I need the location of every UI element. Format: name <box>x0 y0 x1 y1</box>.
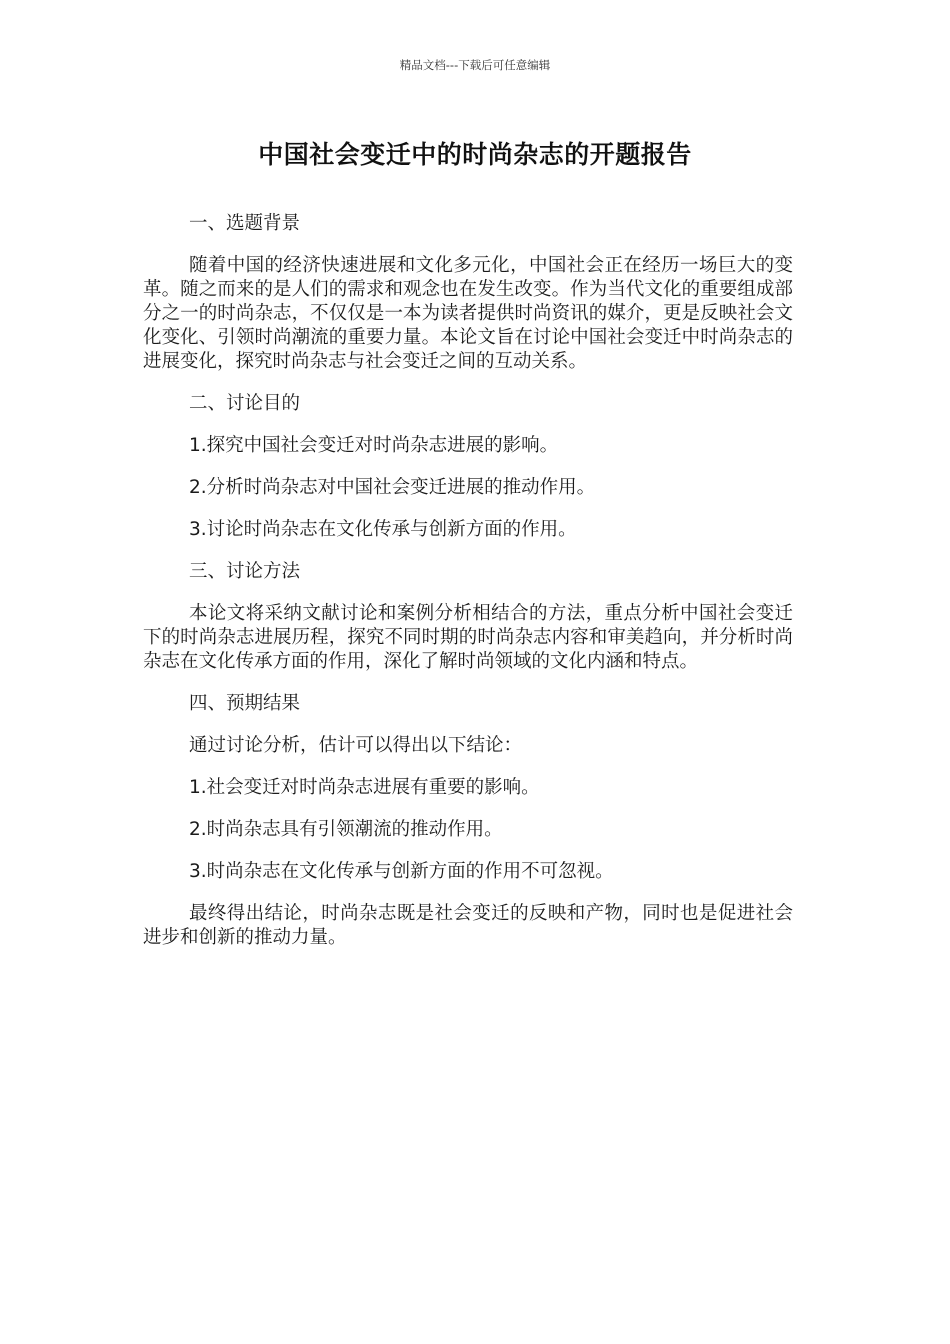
section-heading-background: 一、选题背景 <box>189 213 301 234</box>
result-item-1: 1.社会变迁对时尚杂志进展有重要的影响。 <box>189 777 540 798</box>
method-paragraph: 本论文将采纳文献讨论和案例分析相结合的方法，重点分析中国社会变迁下的时尚杂志进展历程，探究不同时期的时尚杂志内容和审美趋向，并分析时尚杂志在文化传承方面的作用，深化了解时尚领域的文化内涵和特点。 <box>143 603 793 672</box>
section-heading-purpose: 二、讨论目的 <box>189 393 301 414</box>
section-heading-results: 四、预期结果 <box>189 693 301 714</box>
page-header: 精品文档---下载后可任意编辑 <box>399 58 551 72</box>
background-paragraph: 随着中国的经济快速进展和文化多元化，中国社会正在经历一场巨大的变革。随之而来的是人们的需求和观念也在发生改变。作为当代文化的重要组成部分之一的时尚杂志，不仅仅是一本为读者提供时尚资讯的媒介，更是反映社会文化变化、引领时尚潮流的重要力量。本论文旨在讨论中国社会变迁中时尚杂志的进展变化，探究时尚杂志与社会变迁之间的互动关系。 <box>143 255 793 372</box>
results-intro: 通过讨论分析，估计可以得出以下结论： <box>189 735 523 756</box>
conclusion-paragraph: 最终得出结论，时尚杂志既是社会变迁的反映和产物，同时也是促进社会进步和创新的推动力量。 <box>143 903 793 948</box>
purpose-item-3: 3.讨论时尚杂志在文化传承与创新方面的作用。 <box>189 519 577 540</box>
purpose-item-2: 2.分析时尚杂志对中国社会变迁进展的推动作用。 <box>189 477 596 498</box>
document-body <box>143 212 793 968</box>
purpose-item-1: 1.探究中国社会变迁对时尚杂志进展的影响。 <box>189 435 559 456</box>
result-item-3: 3.时尚杂志在文化传承与创新方面的作用不可忽视。 <box>189 861 614 882</box>
result-item-2: 2.时尚杂志具有引领潮流的推动作用。 <box>189 819 503 840</box>
document-title: 中国社会变迁中的时尚杂志的开题报告 <box>258 140 692 169</box>
section-heading-method: 三、讨论方法 <box>189 561 301 582</box>
